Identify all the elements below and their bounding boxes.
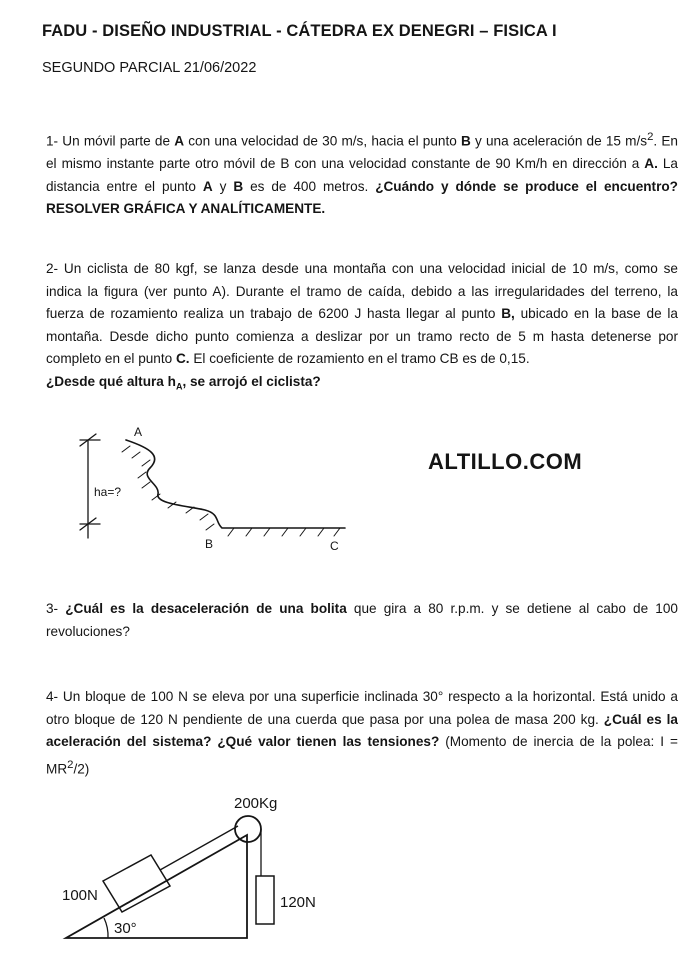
q4-question: ¿Cuál es la aceleración del sistema? ¿Qué valor tienen las tensiones?	[46, 711, 678, 749]
label-height: ha=?	[94, 485, 122, 499]
rope-incline	[160, 826, 238, 870]
q1-text: con una velocidad de 30 m/s, hacia el punto	[184, 133, 461, 149]
q2-text: 2- Un ciclista de 80 kgf, se lanza desde una montaña con una velocidad inicial de 10 m/s, como se indica la figura (ver punto A). Durante el tramo de caída, debido a las irregularidades del terreno, la fuerza de rozamiento realiza un trabajo de 6200 J hasta llegar al punto	[46, 261, 678, 321]
q1-question: ¿Cuándo y dónde se produce el encuentro? RESOLVER GRÁFICA Y ANALÍTICAMENTE.	[46, 178, 678, 217]
q1-text: y una aceleración de 15 m/s	[470, 133, 648, 149]
label-point-a: A	[134, 425, 143, 439]
q2-question: , se arrojó el ciclista?	[182, 373, 321, 389]
label-point-c: C	[330, 539, 339, 553]
q1-point-b: B	[460, 133, 471, 149]
q2-point-c: C.	[175, 351, 190, 366]
q1-text: La distancia entre el punto	[46, 156, 678, 194]
q2-text: ubicado en la base de la montaña. Desde dicho punto comienza a deslizar por un tramo recto de 5 m hasta detenerse por completo en el punto	[46, 306, 678, 366]
angle-arc	[104, 918, 108, 938]
pulley	[235, 816, 261, 842]
q4-text: /2)	[73, 761, 90, 777]
block-120n	[256, 876, 274, 924]
label-point-b: B	[205, 537, 214, 551]
q1-point-a: A	[174, 133, 185, 149]
label-block-100n: 100N	[62, 887, 98, 904]
q1-text: . En el mismo instante parte otro móvil de B con una velocidad constante de 90 Km/h en dirección a	[46, 133, 678, 172]
q1-point-a: A.	[644, 156, 658, 172]
q2-point-b: B,	[501, 306, 515, 321]
q1-text: y	[212, 178, 234, 194]
page-title: FADU - DISEÑO INDUSTRIAL - CÁTEDRA EX DENEGRI – FISICA I	[42, 22, 557, 40]
q3-text: que gira a 80 r.p.m. y se detiene al cabo de 100 revoluciones?	[46, 601, 678, 639]
label-block-120n: 120N	[280, 894, 316, 911]
q1-point-b: B	[233, 178, 244, 194]
q2-text: El coeficiente de rozamiento en el tramo CB es de 0,15.	[189, 351, 530, 366]
block-100n	[103, 855, 170, 912]
q2-subscript: A	[175, 381, 183, 392]
q3-text: 3-	[46, 601, 66, 616]
label-pulley-mass: 200Kg	[234, 795, 278, 812]
q1-text: 1- Un móvil parte de	[46, 133, 175, 149]
watermark: ALTILLO.COM	[428, 449, 583, 474]
q1-superscript: 2	[647, 131, 654, 143]
q1-text: es de 400 metros.	[243, 178, 376, 194]
exam-subtitle: SEGUNDO PARCIAL 21/06/2022	[42, 60, 257, 76]
q4-superscript: 2	[67, 758, 74, 771]
label-angle: 30°	[114, 920, 137, 937]
q4-text: (Momento de inercia de la polea: I = MR	[46, 734, 678, 777]
q3-question: ¿Cuál es la desaceleración de una bolita	[65, 601, 347, 616]
q1-point-a: A	[202, 178, 213, 194]
q4-text: 4- Un bloque de 100 N se eleva por una superficie inclinada 30° respecto a la horizontal. Está unido a otro bloque de 120 N pendiente de una cuerda que pasa por una polea de masa 200 kg.	[46, 689, 678, 727]
q2-question: ¿Desde qué altura h	[46, 373, 176, 389]
